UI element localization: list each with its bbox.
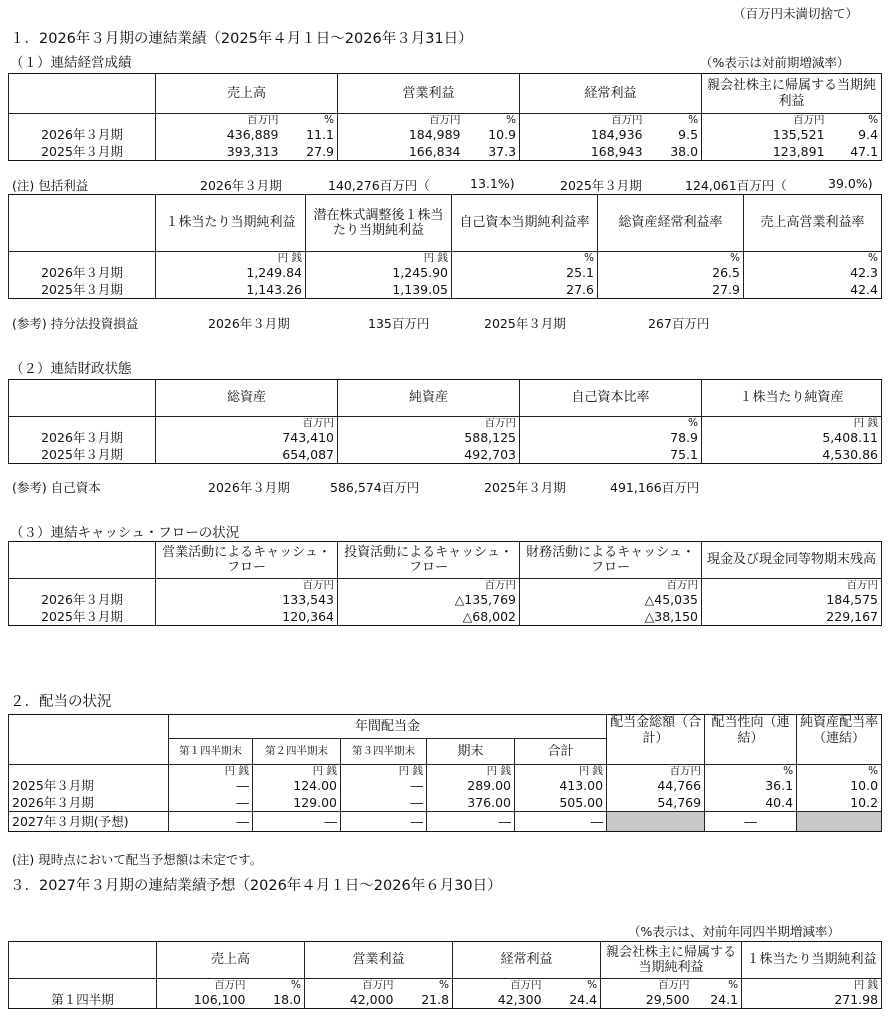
unit-cell: %	[693, 979, 742, 992]
header-ordinary-profit: 経常利益	[453, 942, 601, 979]
unit-cell: 百万円	[607, 765, 705, 778]
cell: 27.9	[598, 281, 744, 299]
cell: 11.1	[282, 126, 338, 143]
header-payout-ratio: 配当性向（連結）	[705, 715, 797, 765]
row-label: 2025年３月期	[9, 446, 156, 464]
corner-cell	[9, 74, 156, 114]
equity-period2: 2025年３月期	[484, 480, 566, 495]
unit-cell: 円 銭	[427, 765, 515, 778]
cell: 78.9	[520, 429, 702, 446]
unit-cell: %	[464, 114, 520, 127]
cell: 21.8	[397, 991, 453, 1009]
comprehensive-income-value2: 124,061百万円（	[685, 178, 787, 193]
table-row	[9, 608, 882, 626]
cell: 40.4	[705, 794, 797, 812]
cell: ―	[341, 812, 427, 832]
unit-cell: %	[452, 252, 598, 265]
unit-cell: 円 銭	[156, 252, 306, 265]
cell: 393,313	[156, 143, 282, 161]
row-label: 2026年３月期	[9, 794, 169, 812]
cell: △68,002	[338, 608, 520, 626]
cell: 376.00	[427, 794, 515, 812]
unit-cell: 円 銭	[515, 765, 607, 778]
header-roa: 総資産経常利益率	[598, 195, 744, 252]
cell: 184,989	[338, 126, 464, 143]
unit-cell: 円 銭	[169, 765, 253, 778]
cell: ―	[169, 812, 253, 832]
unit-cell: %	[828, 114, 882, 127]
unit-cell: %	[282, 114, 338, 127]
equity-method-period2: 2025年３月期	[484, 316, 566, 331]
header-operating-profit: 営業利益	[338, 74, 520, 114]
operating-results-table	[8, 73, 882, 161]
cell: 129.00	[253, 794, 341, 812]
header-total-assets: 総資産	[156, 380, 338, 417]
cell: 44,766	[607, 777, 705, 794]
cell: 1,143.26	[156, 281, 306, 299]
unit-cell: %	[744, 252, 882, 265]
cell: 133,543	[156, 591, 338, 608]
header-doe: 純資産配当率（連結）	[797, 715, 882, 765]
header-eps: １株当たり当期純利益	[742, 942, 882, 979]
unit-cell: 百万円	[156, 417, 338, 430]
cell: 124.00	[253, 777, 341, 794]
comprehensive-income-period2: 2025年３月期	[560, 178, 642, 193]
cell: 4,530.86	[702, 446, 882, 464]
unit-cell: 百万円	[702, 114, 828, 127]
equity-period1: 2026年３月期	[208, 480, 290, 495]
dividend-table	[8, 714, 882, 832]
cell: 38.0	[646, 143, 702, 161]
comprehensive-income-pct1: 13.1%)	[470, 176, 515, 191]
cell: 9.5	[646, 126, 702, 143]
header-financing-cf: 財務活動によるキャッシュ・フロー	[520, 542, 702, 579]
equity-label: (参考) 自己資本	[12, 480, 101, 495]
section1-sub1: （１）連結経営成績	[10, 55, 132, 71]
table-row	[9, 281, 882, 299]
header-net-assets: 純資産	[338, 380, 520, 417]
header-eps: １株当たり当期純利益	[156, 195, 306, 252]
header-equity-ratio: 自己資本比率	[520, 380, 702, 417]
section3-title: ３．2027年３月期の連結業績予想（2026年４月１日～2026年６月30日）	[10, 878, 502, 894]
cell: 588,125	[338, 429, 520, 446]
comprehensive-income-pct2: 39.0%)	[828, 176, 873, 191]
cell: ―	[515, 812, 607, 832]
row-label: 2026年３月期	[9, 264, 156, 281]
equity-method-period1: 2026年３月期	[208, 316, 290, 331]
cell: 120,364	[156, 608, 338, 626]
row-label: 2025年３月期	[9, 143, 156, 161]
cell: 27.9	[282, 143, 338, 161]
unit-cell: 百万円	[453, 979, 545, 992]
cell: 9.4	[828, 126, 882, 143]
header-operating-margin: 売上高営業利益率	[744, 195, 882, 252]
cell: 229,167	[702, 608, 882, 626]
cell: ―	[427, 812, 515, 832]
row-label: 2025年３月期	[9, 777, 169, 794]
cell: 24.1	[693, 991, 742, 1009]
cell: 654,087	[156, 446, 338, 464]
equity-method-value1: 135百万円	[368, 316, 430, 331]
cell: 1,139.05	[306, 281, 452, 299]
section3-note: （%表示は、対前年同四半期増減率）	[628, 924, 840, 939]
cell	[797, 812, 882, 832]
unit-cell: 円 銭	[306, 252, 452, 265]
cell: 24.4	[545, 991, 601, 1009]
section1-sub1-note: （%表示は対前期増減率）	[700, 55, 850, 70]
cell	[607, 812, 705, 832]
cell: 184,575	[702, 591, 882, 608]
section1-sub3: （３）連結キャッシュ・フローの状況	[10, 525, 240, 541]
row-label: 2026年３月期	[9, 429, 156, 446]
unit-note: （百万円未満切捨て）	[733, 6, 859, 21]
cell: 743,410	[156, 429, 338, 446]
equity-method-label: (参考) 持分法投資損益	[12, 316, 139, 331]
header-ordinary-profit: 経常利益	[520, 74, 702, 114]
table-row	[9, 591, 882, 608]
unit-cell: 百万円	[601, 979, 693, 992]
cell: ―	[253, 812, 341, 832]
unit-cell: 円 銭	[253, 765, 341, 778]
header-roe: 自己資本当期純利益率	[452, 195, 598, 252]
cell: 27.6	[452, 281, 598, 299]
cell: 271.98	[742, 991, 882, 1009]
unit-cell: %	[545, 979, 601, 992]
unit-cell: 円 銭	[742, 979, 882, 992]
cell: ―	[705, 812, 797, 832]
header-year-end: 期末	[427, 739, 515, 765]
cell: 1,245.90	[306, 264, 452, 281]
cell: △135,769	[338, 591, 520, 608]
header-sales: 売上高	[157, 942, 305, 979]
cell: △38,150	[520, 608, 702, 626]
equity-value2: 491,166百万円	[610, 480, 700, 495]
cell: 36.1	[705, 777, 797, 794]
cell: 436,889	[156, 126, 282, 143]
comprehensive-income-label: (注) 包括利益	[12, 178, 89, 193]
cell: 413.00	[515, 777, 607, 794]
table-row	[9, 794, 882, 812]
cell: 10.2	[797, 794, 882, 812]
cell: 184,936	[520, 126, 646, 143]
table-row	[9, 777, 882, 794]
cell: 18.0	[249, 991, 305, 1009]
cell: ―	[341, 794, 427, 812]
cash-flow-table	[8, 541, 882, 626]
section1-title: １．2026年３月期の連結業績（2025年４月１日～2026年３月31日）	[10, 31, 473, 47]
unit-cell: 円 銭	[341, 765, 427, 778]
unit-cell: 百万円	[520, 114, 646, 127]
header-q1-end: 第１四半期末	[169, 739, 253, 765]
comprehensive-income-period1: 2026年３月期	[200, 178, 282, 193]
forecast-table	[8, 941, 882, 1009]
cell: 135,521	[702, 126, 828, 143]
header-cash-balance: 現金及び現金同等物期末残高	[702, 542, 882, 579]
cell: 29,500	[601, 991, 693, 1009]
unit-cell: 百万円	[338, 579, 520, 592]
section2-title: ２．配当の状況	[10, 694, 112, 710]
unit-cell: 百万円	[520, 579, 702, 592]
cell: 42,300	[453, 991, 545, 1009]
header-diluted-eps: 潜在株式調整後１株当たり当期純利益	[306, 195, 452, 252]
cell: 166,834	[338, 143, 464, 161]
unit-cell: %	[520, 417, 702, 430]
unit-cell: 百万円	[338, 114, 464, 127]
header-annual-dividend: 年間配当金	[169, 715, 607, 739]
section1-sub2: （２）連結財政状態	[10, 361, 132, 377]
comprehensive-income-value1: 140,276百万円（	[328, 178, 430, 193]
cell: 42.3	[744, 264, 882, 281]
cell: 492,703	[338, 446, 520, 464]
header-operating-profit: 営業利益	[305, 942, 453, 979]
unit-cell: %	[249, 979, 305, 992]
row-label: 2027年３月期(予想)	[9, 812, 169, 832]
cell: ―	[341, 777, 427, 794]
header-investing-cf: 投資活動によるキャッシュ・フロー	[338, 542, 520, 579]
equity-method-value2: 267百万円	[648, 316, 710, 331]
cell: 5,408.11	[702, 429, 882, 446]
row-label: 第１四半期	[9, 991, 157, 1009]
header-sales: 売上高	[156, 74, 338, 114]
cell: 123,891	[702, 143, 828, 161]
cell: 25.1	[452, 264, 598, 281]
cell: 37.3	[464, 143, 520, 161]
unit-cell: %	[797, 765, 882, 778]
table-row	[9, 264, 882, 281]
header-total-dividend: 配当金総額（合計）	[607, 715, 705, 765]
cell: 1,249.84	[156, 264, 306, 281]
table-row	[9, 812, 882, 832]
cell: ―	[169, 777, 253, 794]
dividend-note: (注) 現時点において配当予想額は未定です。	[12, 852, 263, 867]
header-net-profit: 親会社株主に帰属する当期純利益	[702, 74, 882, 114]
unit-cell: 百万円	[156, 114, 282, 127]
cell: 10.9	[464, 126, 520, 143]
unit-cell: %	[397, 979, 453, 992]
cell: ―	[169, 794, 253, 812]
financial-position-table	[8, 379, 882, 464]
row-label: 2026年３月期	[9, 126, 156, 143]
equity-value1: 586,574百万円	[330, 480, 420, 495]
header-net-profit: 親会社株主に帰属する当期純利益	[601, 942, 742, 979]
cell: 47.1	[828, 143, 882, 161]
table-row	[9, 991, 882, 1009]
table-row	[9, 126, 882, 143]
table-row	[9, 446, 882, 464]
cell: 54,769	[607, 794, 705, 812]
unit-cell: %	[598, 252, 744, 265]
cell: 26.5	[598, 264, 744, 281]
unit-cell: 百万円	[338, 417, 520, 430]
header-q2-end: 第２四半期末	[253, 739, 341, 765]
table-row	[9, 143, 882, 161]
unit-cell: %	[705, 765, 797, 778]
header-operating-cf: 営業活動によるキャッシュ・フロー	[156, 542, 338, 579]
header-total: 合計	[515, 739, 607, 765]
row-label: 2025年３月期	[9, 281, 156, 299]
cell: 505.00	[515, 794, 607, 812]
header-q3-end: 第３四半期末	[341, 739, 427, 765]
cell: 168,943	[520, 143, 646, 161]
unit-cell: 百万円	[305, 979, 397, 992]
cell: 106,100	[157, 991, 249, 1009]
per-share-table	[8, 194, 882, 299]
row-label: 2025年３月期	[9, 608, 156, 626]
unit-cell: %	[646, 114, 702, 127]
unit-cell: 百万円	[157, 979, 249, 992]
corner-cell	[9, 715, 169, 765]
cell: 289.00	[427, 777, 515, 794]
cell: △45,035	[520, 591, 702, 608]
cell: 42.4	[744, 281, 882, 299]
cell: 42,000	[305, 991, 397, 1009]
table-row	[9, 429, 882, 446]
cell: 10.0	[797, 777, 882, 794]
row-label: 2026年３月期	[9, 591, 156, 608]
cell: 75.1	[520, 446, 702, 464]
unit-cell: 百万円	[156, 579, 338, 592]
unit-cell: 百万円	[702, 579, 882, 592]
header-bps: １株当たり純資産	[702, 380, 882, 417]
unit-cell: 円 銭	[702, 417, 882, 430]
